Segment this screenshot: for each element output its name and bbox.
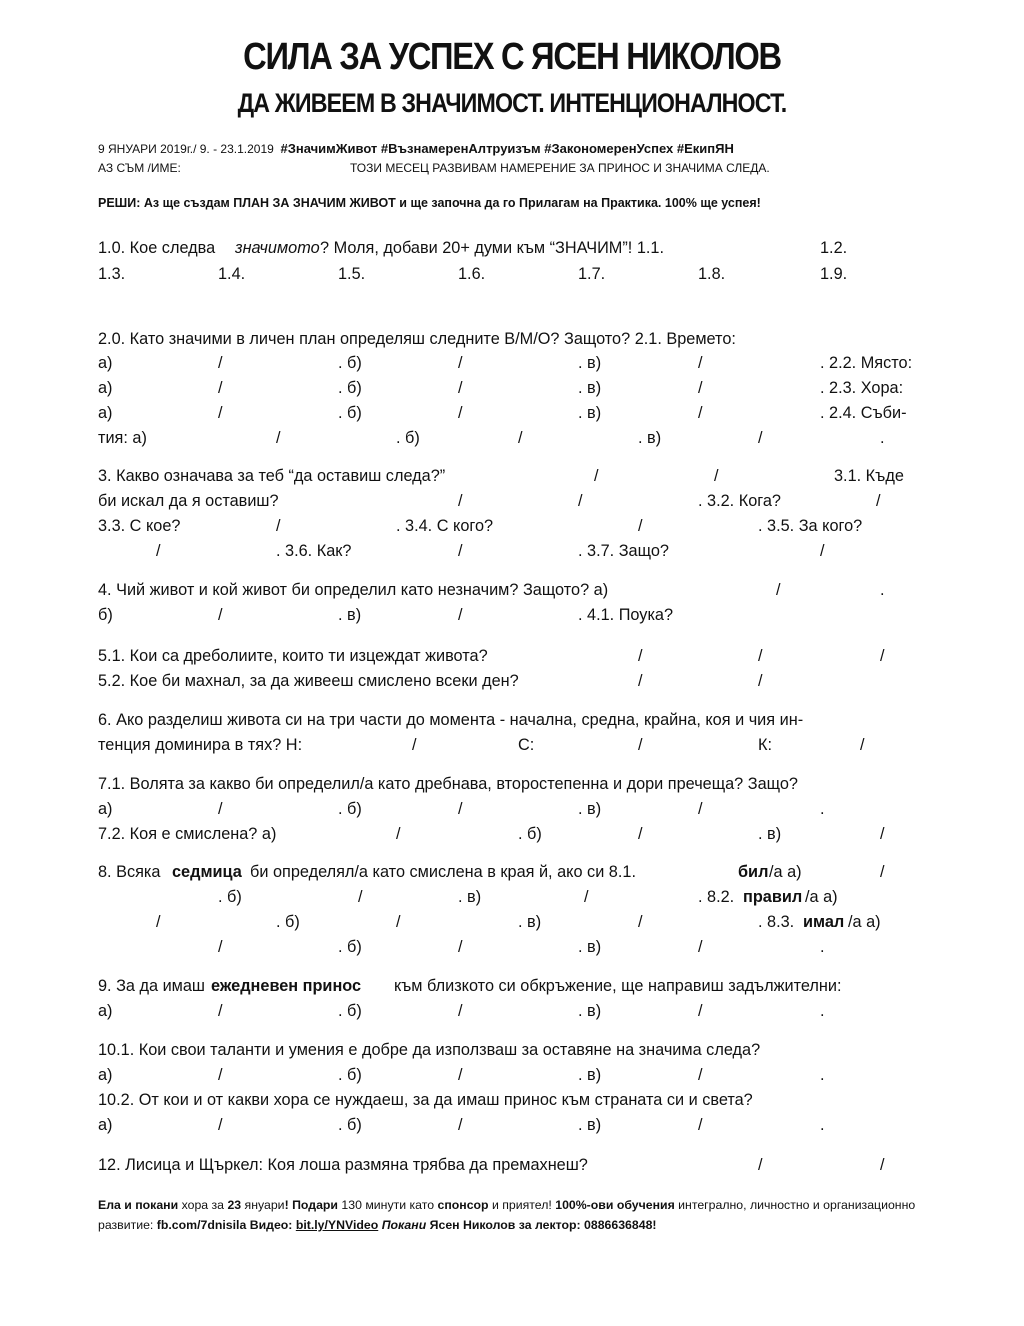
question-text: . б): [338, 1002, 362, 1020]
question-text: /: [594, 467, 599, 485]
question-text: /: [758, 672, 763, 690]
footer-text: fb.com/7dnisila: [156, 1218, 247, 1232]
question-line: [98, 1000, 928, 1022]
question-text: /: [458, 606, 463, 624]
question-text: /: [638, 672, 643, 690]
question-text: седмица: [172, 863, 242, 881]
question-line: [98, 823, 928, 845]
question-text: /: [218, 938, 223, 956]
footer-note: [98, 1195, 928, 1235]
question-text: . 2.2. Място:: [820, 354, 913, 372]
question-text: б): [98, 606, 113, 624]
question-text: 1.8.: [698, 265, 726, 283]
question-text: 2.0. Като значими в личен план определяш следните В/М/О? Защото? 2.1. Времето:: [98, 330, 736, 348]
question-line: [98, 237, 928, 259]
question-text: /: [412, 736, 417, 754]
footer-text: Видео:: [246, 1218, 296, 1232]
question-text: /: [876, 492, 881, 510]
question-text: /: [458, 379, 463, 397]
question-line: [98, 975, 928, 997]
question-text: . 2.4. Съби-: [820, 404, 907, 422]
question-text: 10.2. От кои и от какви хора се нуждаеш, за да имаш принос към страната си и света?: [98, 1091, 753, 1109]
question-text: /: [458, 1066, 463, 1084]
question-text: /: [156, 913, 161, 931]
question-text: тия: а): [98, 429, 147, 447]
question-text: /: [276, 429, 281, 447]
question-line: [98, 645, 928, 667]
question-text: /: [758, 429, 763, 447]
question-text: 1.2.: [820, 239, 848, 257]
question-text: /: [358, 888, 363, 906]
question-text: /: [776, 581, 781, 599]
question-text: . б): [218, 888, 242, 906]
question-text: правил: [743, 888, 803, 906]
question-text: 10.1. Кои свои таланти и умения е добре да използваш за оставяне на значима следа?: [98, 1041, 761, 1059]
name-label: АЗ СЪМ /ИМЕ:: [98, 161, 181, 175]
question-text: /: [638, 517, 643, 535]
footer-text: хора за: [178, 1198, 228, 1212]
question-text: 1.3.: [98, 265, 126, 283]
question-text: /: [698, 800, 703, 818]
question-text: . б): [276, 913, 300, 931]
question-text: С:: [518, 736, 535, 754]
question-text: би искал да я оставиш?: [98, 492, 279, 510]
question-text: ежедневен принос: [211, 977, 362, 995]
question-text: /: [758, 647, 763, 665]
question-text: 1.7.: [578, 265, 606, 283]
question-text: . в): [578, 1002, 602, 1020]
page-title: СИЛА ЗА УСПЕХ С ЯСЕН НИКОЛОВ: [243, 36, 781, 78]
question-text: /: [638, 736, 643, 754]
question-text: /: [218, 379, 223, 397]
footer-text: Покани: [381, 1218, 427, 1232]
question-text: бил: [738, 863, 769, 881]
question-line: [98, 579, 928, 601]
question-text: /: [218, 1066, 223, 1084]
question-text: . б): [338, 800, 362, 818]
question-text: би определял/а като смислена в края й, ако си 8.1.: [250, 863, 636, 881]
question-text: /: [218, 354, 223, 372]
question-line: [98, 377, 928, 399]
question-text: .: [820, 1002, 825, 1020]
question-text: 9. За да имаш: [98, 977, 205, 995]
question-text: /: [698, 379, 703, 397]
question-text: . в): [578, 938, 602, 956]
question-text: 1.6.: [458, 265, 486, 283]
question-text: . 8.3.: [758, 913, 795, 931]
question-text: . в): [338, 606, 362, 624]
question-text: .: [880, 581, 885, 599]
question-line: [98, 670, 928, 692]
question-text: а): [98, 800, 113, 818]
question-text: а): [98, 1066, 113, 1084]
question-text: /: [698, 1066, 703, 1084]
footer-text: и приятел!: [488, 1198, 556, 1212]
question-text: /: [458, 800, 463, 818]
question-line: [98, 709, 928, 731]
question-line: [98, 604, 928, 626]
question-text: . в): [578, 1116, 602, 1134]
question-text: 1.5.: [338, 265, 366, 283]
question-text: /: [518, 429, 523, 447]
question-text: /: [458, 1116, 463, 1134]
question-text: /а а): [805, 888, 838, 906]
question-text: К:: [758, 736, 773, 754]
question-text: /: [396, 913, 401, 931]
question-text: /: [880, 825, 885, 843]
question-text: /: [458, 1002, 463, 1020]
question-text: 7.2. Коя е смислена? а): [98, 825, 277, 843]
question-line: [98, 1114, 928, 1136]
question-line: [98, 861, 928, 883]
footer-text: 23: [227, 1198, 242, 1212]
question-text: /: [396, 825, 401, 843]
question-line: [98, 1064, 928, 1086]
question-text: . б): [338, 1066, 362, 1084]
question-text: 12. Лисица и Щъркел: Коя лоша размяна трябва да премахнеш?: [98, 1156, 588, 1174]
question-text: . 3.5. За кого?: [758, 517, 863, 535]
footer-text: ! Подари: [284, 1198, 338, 1212]
question-text: /: [584, 888, 589, 906]
question-text: . б): [518, 825, 542, 843]
question-line: [98, 490, 928, 512]
question-line: [98, 427, 928, 449]
question-text: /: [458, 938, 463, 956]
date-range: 9 ЯНУАРИ 2019г./ 9. - 23.1.2019: [98, 142, 274, 156]
question-text: . 3.6. Как?: [276, 542, 352, 560]
question-text: тенция доминира в тях? Н:: [98, 736, 303, 754]
question-text: ? Моля, добави 20+ думи към “ЗНАЧИМ”! 1.1.: [320, 239, 664, 257]
question-text: /: [758, 1156, 763, 1174]
question-text: /: [276, 517, 281, 535]
video-link[interactable]: bit.ly/YNVideo: [295, 1218, 379, 1232]
footer-text: 130 минути като: [337, 1198, 438, 1212]
footer-text: Ела и покани: [98, 1198, 179, 1212]
question-text: . в): [758, 825, 782, 843]
question-text: към близкото си обкръжение, ще направиш задължителни:: [394, 977, 842, 995]
question-line: [98, 798, 928, 820]
question-text: а): [98, 1116, 113, 1134]
question-text: /: [458, 542, 463, 560]
question-line: [98, 515, 928, 537]
question-line: [98, 263, 928, 285]
question-text: /: [880, 863, 885, 881]
question-text: /: [458, 492, 463, 510]
question-text: . б): [338, 354, 362, 372]
question-text: /: [156, 542, 161, 560]
question-text: /: [638, 825, 643, 843]
question-text: а): [98, 1002, 113, 1020]
question-text: . 4.1. Поука?: [578, 606, 674, 624]
question-text: /: [638, 647, 643, 665]
question-line: [98, 886, 928, 908]
question-text: 3.1. Къде: [834, 467, 904, 485]
question-text: а): [98, 379, 113, 397]
question-text: . в): [578, 354, 602, 372]
question-text: 6. Ако разделиш живота си на три части до момента - начална, средна, крайна, коя и чия ин-: [98, 711, 804, 729]
question-text: 5.1. Кои са дреболиите, които ти изцеждат живота?: [98, 647, 488, 665]
question-text: а): [98, 354, 113, 372]
question-text: 1.9.: [820, 265, 848, 283]
question-text: . б): [396, 429, 420, 447]
footer-text: януари: [241, 1198, 285, 1212]
question-text: /: [880, 1156, 885, 1174]
question-text: /: [880, 647, 885, 665]
hashtags: #ЗначимЖивот #ВъзнамеренАлтруизъм #ЗакономеренУспех #ЕкипЯН: [280, 141, 734, 156]
question-text: /: [218, 800, 223, 818]
question-text: /: [638, 913, 643, 931]
question-text: /: [714, 467, 719, 485]
question-text: . 8.2.: [698, 888, 735, 906]
question-text: .: [820, 938, 825, 956]
question-text: 1.0. Кое следва: [98, 239, 216, 257]
question-text: .: [880, 429, 885, 447]
question-text: /: [218, 606, 223, 624]
question-text: 3.3. С кое?: [98, 517, 181, 535]
question-line: [98, 1154, 928, 1176]
question-text: . в): [578, 800, 602, 818]
month-intent: ТОЗИ МЕСЕЦ РАЗВИВАМ НАМЕРЕНИЕ ЗА ПРИНОС И ЗНАЧИМА СЛЕДА.: [350, 161, 770, 175]
footer-text: спонсор: [437, 1198, 489, 1212]
question-text: значимото: [235, 239, 320, 257]
question-text: /: [698, 404, 703, 422]
question-line: [98, 936, 928, 958]
question-text: /а а): [848, 913, 881, 931]
date-hashtag-line: [98, 141, 734, 156]
question-text: . в): [578, 404, 602, 422]
question-text: . б): [338, 404, 362, 422]
question-text: .: [820, 800, 825, 818]
question-text: /: [698, 1116, 703, 1134]
question-line: [98, 328, 928, 350]
question-text: /: [458, 354, 463, 372]
question-text: . б): [338, 1116, 362, 1134]
question-text: а): [98, 404, 113, 422]
question-text: . в): [578, 1066, 602, 1084]
question-text: /: [218, 1116, 223, 1134]
question-line: [98, 773, 928, 795]
question-text: . 2.3. Хора:: [820, 379, 904, 397]
question-text: имал: [803, 913, 845, 931]
question-text: . в): [518, 913, 542, 931]
question-text: .: [820, 1116, 825, 1134]
question-text: /: [860, 736, 865, 754]
question-text: .: [820, 1066, 825, 1084]
question-text: /: [698, 938, 703, 956]
question-line: [98, 402, 928, 424]
question-text: 7.1. Волята за какво би определил/а като дребнава, второстепенна и дори пречеща? Защо?: [98, 775, 798, 793]
question-text: . в): [638, 429, 662, 447]
question-text: . 3.4. С кого?: [396, 517, 494, 535]
question-line: [98, 1089, 928, 1111]
question-text: /: [698, 354, 703, 372]
question-text: 8. Всяка: [98, 863, 161, 881]
question-text: . в): [578, 379, 602, 397]
footer-text: 100%-ови обучения: [555, 1198, 675, 1212]
question-text: /: [458, 404, 463, 422]
question-line: [98, 540, 928, 562]
question-line: [98, 911, 928, 933]
question-line: [98, 465, 928, 487]
question-text: . 3.7. Защо?: [578, 542, 669, 560]
question-text: . в): [458, 888, 482, 906]
decision-statement: РЕШИ: Аз ще създам ПЛАН ЗА ЗНАЧИМ ЖИВОТ и ще започна да го Прилагам на Практика. 100% ще успея!: [98, 196, 761, 210]
question-text: . 3.2. Кога?: [698, 492, 781, 510]
question-text: /: [698, 1002, 703, 1020]
question-line: [98, 1039, 928, 1061]
question-text: /: [218, 1002, 223, 1020]
question-text: /: [218, 404, 223, 422]
question-text: /: [578, 492, 583, 510]
question-text: 4. Чий живот и кой живот би определил като незначим? Защото? а): [98, 581, 609, 599]
footer-text: Ясен Николов за лектор: 0886636848!: [426, 1218, 657, 1232]
question-text: 1.4.: [218, 265, 246, 283]
question-text: 3. Какво означава за теб “да оставиш следа?”: [98, 467, 446, 485]
question-text: /: [820, 542, 825, 560]
question-line: [98, 352, 928, 374]
question-line: [98, 734, 928, 756]
question-text: 5.2. Кое би махнал, за да живееш смислено всеки ден?: [98, 672, 519, 690]
page-subtitle: ДА ЖИВЕЕМ В ЗНАЧИМОСТ. ИНТЕНЦИОНАЛНОСТ.: [237, 88, 787, 118]
question-text: . б): [338, 938, 362, 956]
question-text: /а а): [769, 863, 802, 881]
footer-text: интегрално, личностно и организационно развитие:: [98, 1198, 916, 1232]
question-text: . б): [338, 379, 362, 397]
